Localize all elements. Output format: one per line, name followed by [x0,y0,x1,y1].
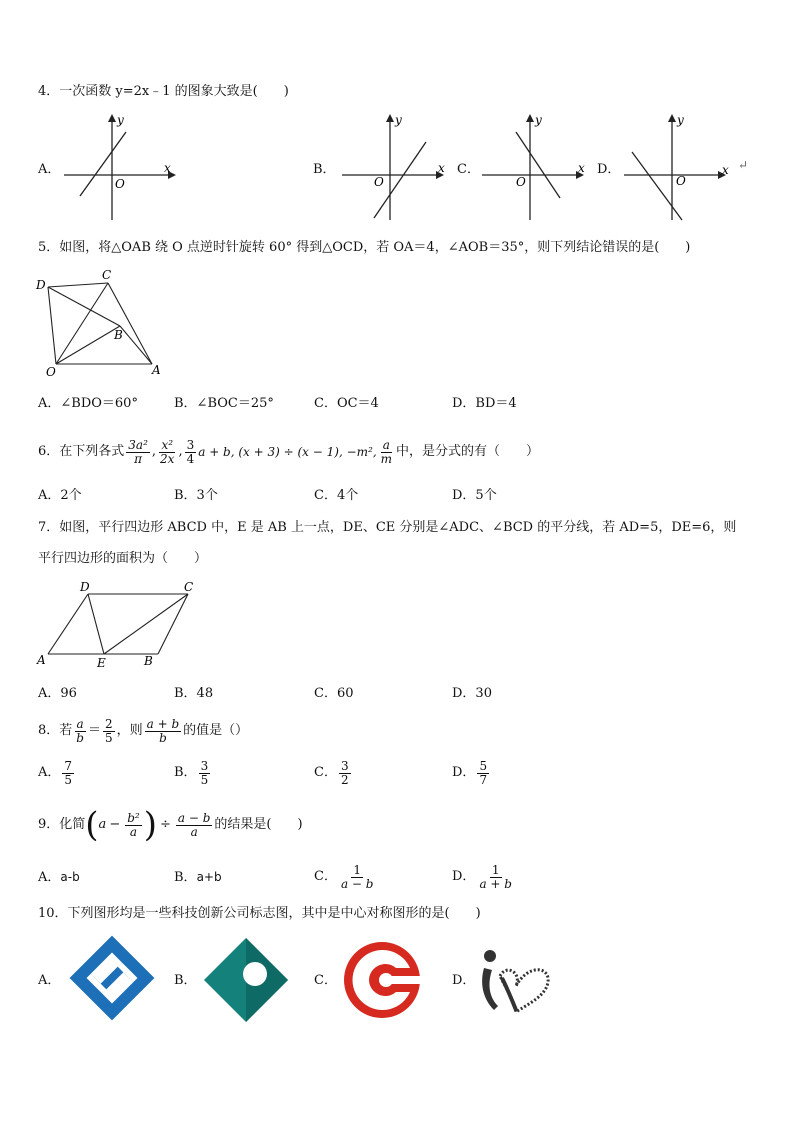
numerator: 1 [353,862,362,877]
segment-od [48,287,56,364]
q8-f3-numerator: a + b [146,716,180,731]
axis-x-label: x [722,163,729,177]
y-arrow-icon [386,114,394,122]
q6-f3-numerator: 3 [186,437,195,452]
q6-fraction-4 [379,439,394,466]
q9-option-c-label: C． [314,869,337,884]
q4-stem: 4．一次函数 y=2x﹣1 的图象大致是( ) [38,84,289,99]
q5-option-d[interactable]: D．BD＝4 [452,396,517,411]
axis-y-label: y [395,113,402,127]
q8-option-d-fraction [477,760,489,787]
q8-option-b-label: B． [174,765,197,780]
q10-option-d-label[interactable]: D． [452,973,476,988]
q10-logo-b[interactable] [200,934,292,1024]
return-mark: ↵ [738,158,749,172]
numerator: 1 [491,862,500,877]
q9-a: a [98,817,107,832]
segment-dc [48,283,108,287]
segment-de [88,594,104,654]
q8-option-d[interactable] [452,756,491,790]
q9-option-a-label: A． [38,870,61,885]
q10-logo-c[interactable] [340,938,424,1022]
left-paren-icon: ( [85,805,99,845]
q4-option-c-label[interactable]: C． [457,162,480,177]
q8-option-b-fraction [199,760,211,787]
q8-f3-denominator: b [159,730,167,745]
q9-option-b[interactable] [174,869,222,886]
q8-fraction-1 [74,718,86,745]
q8-suffix: 的值是（） [183,723,249,738]
q6-f1-denominator: π [134,451,143,466]
q7-option-b[interactable]: B．48 [174,686,214,701]
segment-ad [48,594,88,654]
q4-graph-d[interactable] [620,112,734,222]
point-a-label: A [152,363,161,377]
q4-graph-b[interactable] [338,112,450,222]
q9-f2-numerator: a − b [177,810,211,825]
point-b-label: B [144,654,153,668]
q6-prefix: 6．在下列各式 [38,444,125,459]
q9-f1-denominator: a [129,824,138,839]
q9-f2-denominator: a [190,824,198,839]
q8-f2-numerator: 2 [104,716,113,731]
blue-diamond-logo-icon [70,936,155,1021]
segment-ob [56,326,120,364]
q9-option-a-text: a-b [60,870,80,884]
denominator: 2 [340,772,349,787]
q8-stem [38,712,248,750]
segment-ba [120,326,152,364]
point-d-label: D [36,278,46,292]
q6-f1-numerator: 3a² [128,437,148,452]
q10-option-c-label[interactable]: C． [314,973,337,988]
denominator: 5 [200,772,209,787]
origin-label: O [676,174,686,188]
q6-fraction-3 [185,439,197,466]
q9-minus: − [109,817,121,832]
q4-graph-c[interactable] [478,112,590,222]
point-c-label: C [102,268,112,282]
axis-x-label: x [578,161,585,175]
q9-divide: ÷ [159,817,171,832]
point-b-label: B [114,328,123,342]
q6-suffix: 中，是分式的有（ ） [396,444,540,459]
q5-option-c[interactable]: C．OC＝4 [314,396,379,411]
q9-fraction-2 [176,812,213,839]
numerator: 7 [64,758,73,773]
q6-f3-denominator: 4 [186,451,195,466]
origin-label: O [115,177,125,191]
q8-option-d-label: D． [452,765,476,780]
numerator: 5 [479,758,488,773]
q10-stem: 10．下列图形均是一些科技创新公司标志图，其中是中心对称图形的是( ) [38,906,481,921]
q9-option-b-label: B． [174,870,197,885]
point-a-label: A [37,653,46,667]
q5-option-b[interactable]: B．∠BOC＝25° [174,396,274,411]
origin-label: O [374,175,384,189]
origin-label: O [516,175,526,189]
point-d-label: D [80,580,90,594]
denominator: 7 [479,772,488,787]
q8-fraction-2 [103,718,115,745]
q6-fraction-2 [158,439,176,466]
q6-f4-denominator: m [380,451,393,466]
q10-option-a-label[interactable]: A． [38,973,61,988]
q7-figure [34,578,206,670]
q9-option-d[interactable] [452,858,516,896]
q8-mid: ，则 [116,723,143,738]
q8-option-b[interactable] [174,756,212,790]
right-paren-icon: ) [143,805,157,845]
q8-option-c[interactable] [314,756,353,790]
q8-prefix: 8．若 [38,723,73,738]
logo-center-stroke [502,978,516,1010]
q6-option-d[interactable]: D．5个 [452,488,497,503]
q6-middle-expressions: a + b, (x + 3) ÷ (x − 1), −m², [198,445,377,459]
q8-f1-numerator: a [76,716,84,731]
q7-option-a[interactable]: A．96 [38,686,77,701]
q8-f1-denominator: b [76,730,84,745]
point-c-label: C [184,580,194,594]
q4-option-a-label[interactable]: A． [38,162,61,177]
q9-option-a[interactable] [38,869,80,886]
numerator: 3 [340,758,349,773]
q9-option-c-fraction [339,864,376,891]
denominator: a + b [479,876,512,891]
q8-option-c-label: C． [314,765,337,780]
q8-option-c-fraction [339,760,351,787]
point-o-label: O [46,365,56,379]
denominator: a − b [340,876,374,891]
q4-graph-a[interactable] [60,112,180,222]
q8-fraction-3 [145,718,182,745]
q4-option-d-label[interactable]: D． [597,162,621,177]
q9-fraction-1 [125,812,142,839]
q9-f1-numerator: b² [127,810,140,825]
q9-suffix: 的结果是( ) [214,817,303,832]
axis-y-label: y [117,113,124,127]
q6-option-a[interactable]: A．2个 [38,488,82,503]
q9-option-d-fraction [477,864,514,891]
y-arrow-icon [108,114,116,122]
q9-option-b-text: a+b [196,870,222,884]
segment-ec [104,594,188,654]
q7-stem-line-1: 7．如图，平行四边形 ABCD 中，E 是 AB 上一点，DE、CE 分别是∠ADC、∠BCD 的平分线，若 AD=5，DE=6，则 [38,520,737,535]
logo-dot [484,950,496,962]
logo-c-gap [390,976,420,984]
q10-logo-d[interactable] [476,942,556,1016]
q6-fraction-1 [126,439,150,466]
axis-x-label: x [164,161,171,175]
q5-option-a[interactable]: A．∠BDO＝60° [38,396,138,411]
q8-f2-denominator: 5 [104,730,113,745]
q6-f2-numerator: x² [161,437,174,452]
function-line [632,152,682,220]
q9-option-c[interactable] [314,858,377,896]
q6-f4-numerator: a [382,437,390,452]
q7-option-d[interactable]: D．30 [452,686,492,701]
q4-option-b-label[interactable]: B． [313,162,336,177]
point-e-label: E [97,656,106,670]
q10-option-b-label[interactable]: B． [174,973,197,988]
q7-stem-line-2: 平行四边形的面积为（ ） [38,551,208,566]
q6-option-c[interactable]: C．4个 [314,488,359,503]
q8-option-a[interactable] [38,756,76,790]
logo-hole [243,962,267,986]
q9-stem [38,802,303,848]
segment-cb [158,594,188,654]
q6-option-b[interactable]: B．3个 [174,488,218,503]
numerator: 3 [200,758,209,773]
q7-option-c[interactable]: C．60 [314,686,354,701]
q10-logo-a[interactable] [66,934,158,1024]
axis-y-label: y [677,113,684,127]
q6-stem: 6．在下列各式 $\frac{\text{3a²}}{\pi}$ , $\frac{\text{x²}}{2x}$ , $\frac{3}{4}$ a + b, (x + 3) ÷ (x − 1), −m², $\frac{a}{m}$ 中，是分式的有（ ） [38,437,540,466]
y-arrow-icon [526,114,534,122]
q9-prefix: 9．化简 [38,817,86,832]
logo-left-stroke [482,968,498,1010]
q5-figure [34,266,166,380]
q8-option-a-fraction [62,760,74,787]
y-arrow-icon [668,114,676,122]
axis-y-label: y [535,113,542,127]
denominator: 5 [64,772,73,787]
axis-x-label: x [438,161,445,175]
q8-equals: ＝ [87,723,101,738]
q9-option-d-label: D． [452,869,476,884]
q8-option-a-label: A． [38,765,61,780]
q6-f2-denominator: 2x [160,451,175,466]
q5-stem: 5．如图，将△OAB 绕 O 点逆时针旋转 60° 得到△OCD，若 OA＝4，∠AOB＝35°，则下列结论错误的是( ) [38,240,691,255]
